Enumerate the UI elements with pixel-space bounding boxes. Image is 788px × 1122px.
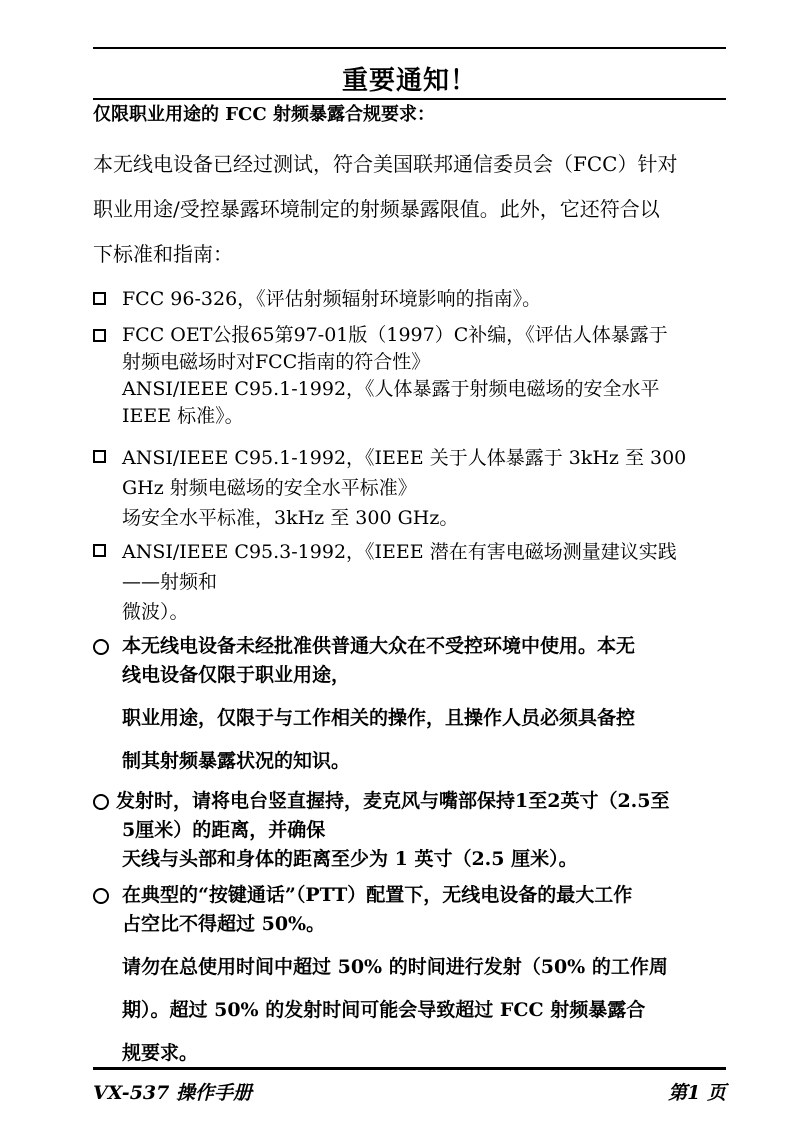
standard-line: ANSI/IEEE C95.3-1992，《IEEE 潜在有害电磁场测量建议实践: [122, 541, 677, 563]
notice-line: 线电设备仅限于职业用途，: [122, 664, 351, 686]
standard-line: GHz 射频电磁场的安全水平标准》: [122, 477, 417, 499]
footer-page-number: 第1 页: [668, 1082, 726, 1104]
intro-line: 下标准和指南：: [93, 242, 233, 266]
intro-line: 职业用途/受控暴露环境制定的射频暴露限值。此外，它还符合以: [93, 197, 660, 221]
notice-line: 制其射频暴露状况的知识。: [122, 750, 351, 772]
section-subtitle: 仅限职业用途的 FCC 射频暴露合规要求：: [93, 104, 435, 125]
standard-line: 微波）。: [122, 601, 189, 623]
standard-item: [93, 443, 726, 533]
circle-bullet-icon: [93, 639, 109, 655]
notice-line: 规要求。: [122, 1042, 199, 1064]
standard-line: FCC 96-326，《评估射频辐射环境影响的指南》。: [122, 288, 542, 310]
standard-item: [93, 322, 726, 430]
notice-line: 发射时，请将电台竖直握持，麦克风与嘴部保持1至2英寸（2.5至: [116, 790, 670, 812]
notice-line: 占空比不得超过 50%。: [122, 913, 326, 935]
circle-bullet-icon: [93, 888, 109, 904]
standard-item: [93, 285, 726, 314]
checkbox-bullet-icon: [93, 544, 106, 557]
footer-rule: [93, 1067, 726, 1070]
standard-line: 场安全水平标准，3kHz 至 300 GHz。: [122, 507, 459, 529]
standard-line: ANSI/IEEE C95.1-1992，《人体暴露于射频电磁场的安全水平: [122, 378, 660, 400]
notice-item: [93, 787, 726, 874]
checkbox-bullet-icon: [93, 329, 106, 342]
checkbox-bullet-icon: [93, 450, 106, 463]
notice-line: 期）。超过 50% 的发射时间可能会导致超过 FCC 射频暴露合: [122, 999, 646, 1021]
standard-line: ——射频和: [122, 571, 218, 593]
notice-line: 本无线电设备未经批准供普通大众在不受控环境中使用。本无: [122, 635, 636, 657]
notice-line: 请勿在总使用时间中超过 50% 的时间进行发射（50% 的工作周: [122, 956, 668, 978]
intro-line: 本无线电设备已经过测试，符合美国联邦通信委员会（FCC）针对: [93, 152, 678, 176]
standard-line: 射频电磁场时对FCC指南的符合性》: [122, 351, 431, 373]
circle-bullet-icon: [93, 794, 109, 810]
standard-line: ANSI/IEEE C95.1-1992，《IEEE 关于人体暴露于 3kHz 至 300: [122, 447, 687, 469]
notice-item: [93, 881, 726, 1068]
checkbox-bullet-icon: [93, 292, 106, 305]
notice-item: [93, 632, 726, 776]
notice-line: 5厘米）的距离，并确保: [122, 819, 326, 841]
standard-item: [93, 537, 726, 627]
notice-line: 天线与头部和身体的距离至少为 1 英寸（2.5 厘米）。: [122, 848, 578, 870]
notice-line: 在典型的“按键通话”（PTT）配置下，无线电设备的最大工作: [122, 884, 633, 906]
standard-line: FCC OET公报65第97-01版（1997）C补编，《评估人体暴露于: [122, 324, 668, 346]
intro-paragraph: [93, 142, 726, 277]
footer-manual-title: VX-537 操作手册: [93, 1082, 252, 1104]
notice-line: 职业用途，仅限于与工作相关的操作，且操作人员必须具备控: [122, 707, 636, 729]
page-title: 重要通知！: [341, 66, 477, 96]
standard-line: IEEE 标准》。: [122, 405, 244, 427]
top-rule: [93, 47, 726, 49]
